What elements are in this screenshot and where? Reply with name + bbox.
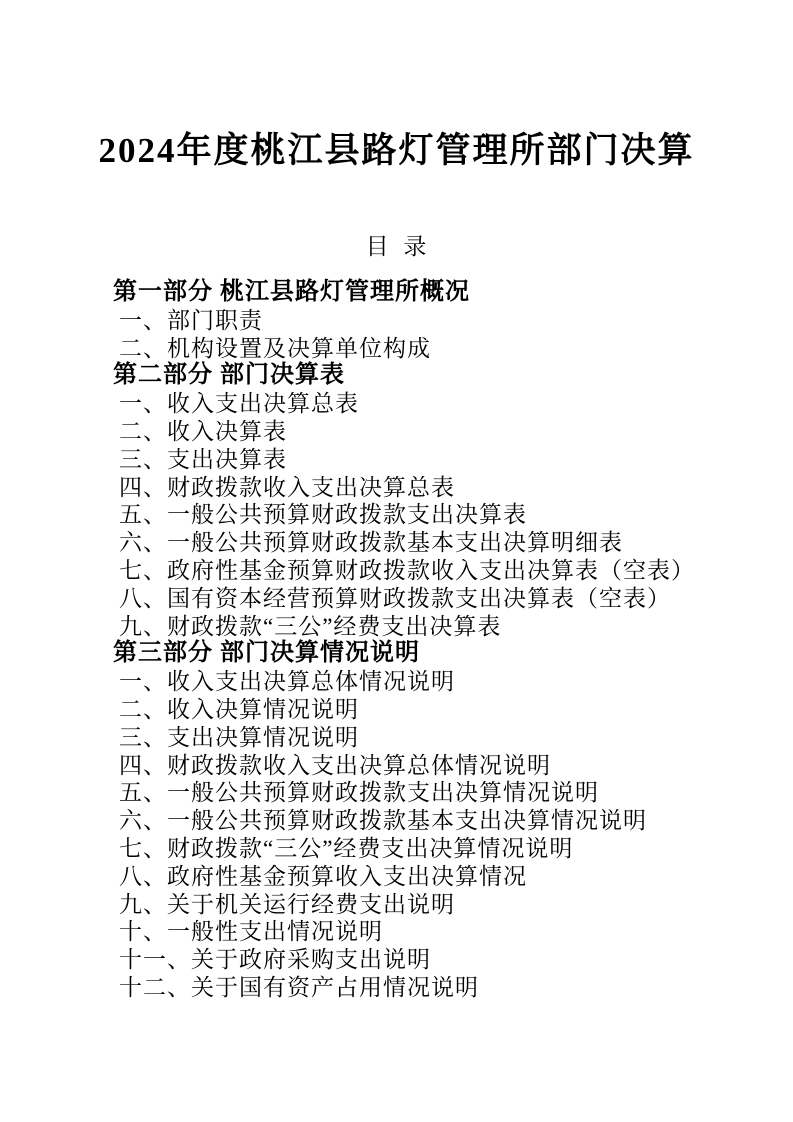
toc-item: 九、财政拨款“三公”经费支出决算表 bbox=[119, 613, 502, 639]
toc-item: 五、一般公共预算财政拨款支出决算情况说明 bbox=[119, 780, 599, 806]
toc-item: 八、政府性基金预算收入支出决算情况 bbox=[119, 863, 527, 889]
toc-section-heading: 第三部分 部门决算情况说明 bbox=[113, 640, 420, 667]
toc-item: 一、收入支出决算总表 bbox=[119, 391, 359, 417]
toc-list bbox=[0, 279, 793, 1002]
toc-item: 二、机构设置及决算单位构成 bbox=[119, 335, 431, 361]
toc-heading: 目 录 bbox=[365, 234, 428, 259]
toc-item: 九、关于机关运行经费支出说明 bbox=[119, 891, 455, 917]
toc-item: 二、收入决算表 bbox=[119, 418, 287, 444]
toc-item: 四、财政拨款收入支出决算总表 bbox=[119, 474, 455, 500]
toc-item: 七、财政拨款“三公”经费支出决算情况说明 bbox=[119, 835, 574, 861]
toc-item: 十、一般性支出情况说明 bbox=[119, 919, 383, 945]
toc-item: 十二、关于国有资产占用情况说明 bbox=[119, 974, 479, 1000]
toc-item: 三、支出决算情况说明 bbox=[119, 724, 359, 750]
toc-item: 二、收入决算情况说明 bbox=[119, 696, 359, 722]
toc-item: 六、一般公共预算财政拨款基本支出决算情况说明 bbox=[119, 808, 647, 834]
document-title: 2024年度桃江县路灯管理所部门决算 bbox=[98, 131, 695, 170]
toc-item: 一、收入支出决算总体情况说明 bbox=[119, 669, 455, 695]
toc-item: 六、一般公共预算财政拨款基本支出决算明细表 bbox=[119, 530, 623, 556]
toc-item: 五、一般公共预算财政拨款支出决算表 bbox=[119, 502, 527, 528]
toc-item: 十一、关于政府采购支出说明 bbox=[119, 947, 431, 973]
toc-item: 八、国有资本经营预算财政拨款支出决算表（空表） bbox=[119, 585, 671, 611]
toc-item: 四、财政拨款收入支出决算总体情况说明 bbox=[119, 752, 551, 778]
toc-item: 三、支出决算表 bbox=[119, 446, 287, 472]
toc-section-heading: 第一部分 桃江县路灯管理所概况 bbox=[113, 279, 470, 305]
toc-item: 一、部门职责 bbox=[119, 307, 263, 333]
toc-section-heading: 第二部分 部门决算表 bbox=[113, 362, 345, 389]
toc-item: 七、政府性基金预算财政拨款收入支出决算表（空表） bbox=[119, 557, 695, 583]
